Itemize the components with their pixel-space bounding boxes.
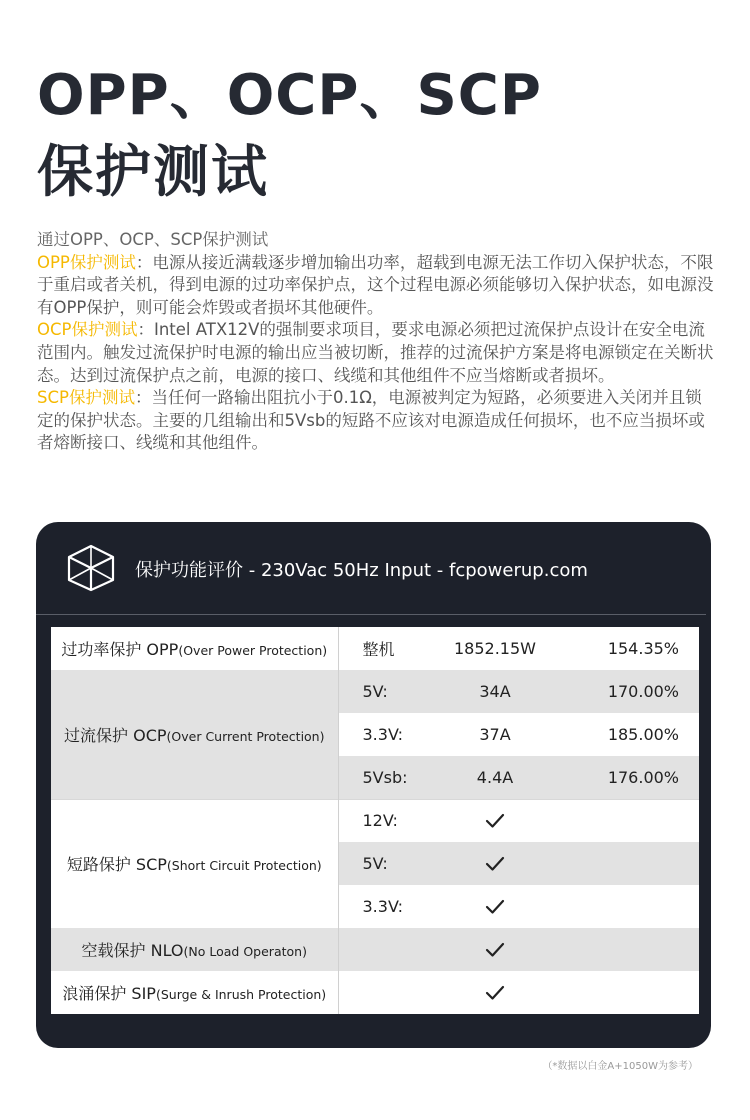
nlo-en-label: (No Load Operaton) bbox=[183, 944, 307, 959]
ocp-value: 37A bbox=[479, 725, 511, 744]
ocp-value: 34A bbox=[426, 670, 564, 713]
checkmark-icon bbox=[485, 813, 505, 829]
table-row-ocp-5v bbox=[51, 670, 699, 713]
card-title: 保护功能评价 - 230Vac 50Hz Input - fcpowerup.com bbox=[135, 560, 588, 581]
nlo-category bbox=[51, 928, 338, 971]
checkmark-icon bbox=[485, 985, 505, 1001]
scp-label: SCP保护测试 bbox=[37, 388, 135, 408]
scp-en-label: (Short Circuit Protection) bbox=[166, 858, 322, 874]
scp-cn-label: 短路保护 SCP bbox=[66, 855, 167, 875]
checkmark-icon bbox=[485, 899, 505, 915]
page-title-line2: 保护测试 bbox=[37, 140, 269, 205]
sip-cn-label: 浪涌保护 SIP bbox=[62, 984, 156, 1003]
checkmark-icon bbox=[485, 856, 505, 872]
nlo-pass-cell bbox=[426, 928, 564, 971]
ocp-rail-label: 5Vsb: bbox=[338, 756, 426, 799]
opp-rail-label: 整机 bbox=[362, 640, 395, 659]
ocp-percent: 170.00% bbox=[564, 670, 699, 713]
scp-text: ：当任何一路输出阻抗小于0.1Ω，电源被判定为短路，必须要进入关闭并且锁定的保护状态。主要的几组输出和5Vsb的短路不应该对电源造成任何损坏，也不应当损坏或者熔断接口、线缆和其他组件。 bbox=[37, 388, 705, 453]
card-divider bbox=[36, 614, 706, 615]
sip-en-label: (Surge & Inrush Protection) bbox=[155, 987, 327, 1002]
intro-lead: 通过OPP、OCP、SCP保护测试 bbox=[37, 230, 269, 249]
ocp-value: 4.4A bbox=[426, 756, 564, 799]
scp-pass-cell bbox=[426, 885, 564, 928]
scp-rail-label: 5V: bbox=[338, 842, 426, 885]
ocp-label: OCP保护测试 bbox=[37, 320, 138, 340]
footnote: （*数据以白金A+1050W为参考） bbox=[542, 1061, 698, 1072]
ocp-en-label: (Over Current Protection) bbox=[166, 728, 325, 744]
scp-rail-label: 3.3V: bbox=[362, 897, 403, 916]
scp-pass-cell bbox=[426, 842, 564, 885]
ocp-percent: 176.00% bbox=[564, 756, 699, 799]
table-row-nlo bbox=[51, 928, 699, 971]
ocp-rail-label: 3.3V: bbox=[362, 725, 403, 744]
ocp-cn-label: 过流保护 OCP bbox=[64, 725, 167, 745]
ocp-description bbox=[37, 319, 717, 387]
sip-category bbox=[51, 971, 338, 1014]
opp-text: ：电源从接近满载逐步增加输出功率，超载到电源无法工作切入保护状态，不限于重启或者关机，得到电源的过功率保护点，这个过程电源必须能够切入保护状态，如电源没有OPP保护，则可能会炸毁或者损坏其他硬件。 bbox=[37, 252, 714, 317]
ocp-rail-label: 5V: bbox=[338, 670, 426, 713]
page-title-line1: OPP、OCP、SCP bbox=[37, 63, 542, 128]
opp-label: OPP保护测试 bbox=[37, 252, 136, 272]
scp-pass-cell bbox=[426, 799, 564, 842]
checkmark-icon bbox=[485, 942, 505, 958]
sip-pass-cell bbox=[426, 971, 564, 1014]
ocp-text: ：Intel ATX12V的强制要求项目，要求电源必须把过流保护点设计在安全电流范围内。触发过流保护时电源的输出应当被切断，推荐的过流保护方案是将电源锁定在关断状态。达到过流保护点之前，电源的接口、线缆和其他组件不应当熔断或者损坏。 bbox=[37, 320, 714, 385]
table-row-opp bbox=[51, 627, 699, 670]
scp-category bbox=[51, 799, 338, 928]
table-row-scp-12v bbox=[51, 799, 699, 842]
cube-icon bbox=[66, 544, 116, 592]
nlo-cn-label: 空载保护 NLO bbox=[81, 941, 184, 960]
ocp-category bbox=[51, 670, 338, 799]
intro-section bbox=[37, 229, 717, 455]
protection-card bbox=[36, 522, 711, 1048]
opp-en-label: (Over Power Protection) bbox=[178, 643, 328, 658]
card-header bbox=[36, 522, 711, 614]
opp-value: 1852.15W bbox=[454, 639, 536, 658]
scp-description bbox=[37, 387, 717, 455]
opp-description bbox=[37, 252, 717, 320]
opp-category bbox=[51, 627, 338, 670]
opp-cn-label: 过功率保护 OPP bbox=[61, 640, 179, 659]
ocp-percent: 185.00% bbox=[607, 725, 679, 744]
table-row-sip bbox=[51, 971, 699, 1014]
protection-table bbox=[51, 627, 699, 1014]
opp-percent: 154.35% bbox=[607, 639, 679, 658]
scp-rail-label: 12V: bbox=[338, 799, 426, 842]
